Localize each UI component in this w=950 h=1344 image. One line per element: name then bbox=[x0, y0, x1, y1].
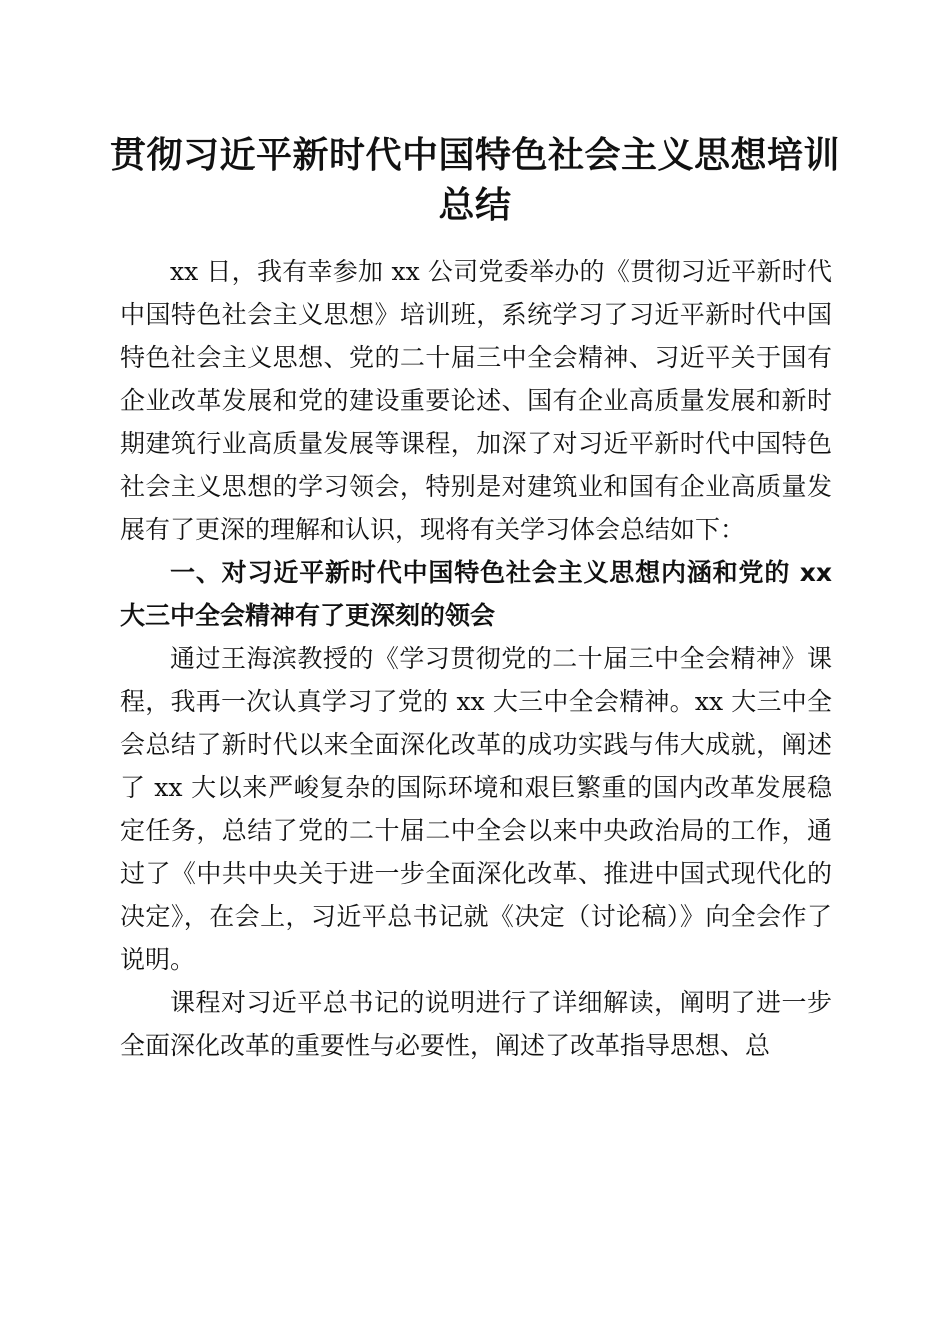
section-paragraph-1: 通过王海滨教授的《学习贯彻党的二十届三中全会精神》课程，我再一次认真学习了党的 xx 大三中全会精神。xx 大三中全会总结了新时代以来全面深化改革的成功实践与伟大成就，阐述了 xx 大以来严峻复杂的国际环境和艰巨繁重的国内改革发展稳定任务，总结了党的二十届二中全会以来中央政治局的工作，通过了《中共中央关于进一步全面深化改革、推进中国式现代化的决定》，在会上，习近平总书记就《决定（讨论稿）》向全会作了说明。 bbox=[120, 644, 832, 974]
title-line-1: 贯彻习近平新时代中国特色社会主义思想培训 bbox=[110, 134, 841, 176]
title-line-2: 总结 bbox=[438, 184, 512, 226]
intro-paragraph: xx 日，我有幸参加 xx 公司党委举办的《贯彻习近平新时代中国特色社会主义思想》培训班，系统学习了习近平新时代中国特色社会主义思想、党的二十届三中全会精神、习近平关于国有企业改革发展和党的建设重要论述、国有企业高质量发展和新时期建筑行业高质量发展等课程，加深了对习近平新时代中国特色社会主义思想的学习领会，特别是对建筑业和国有企业高质量发展有了更深的理解和认识，现将有关学习体会总结如下： bbox=[120, 257, 832, 544]
document-body bbox=[120, 250, 832, 1067]
document-title bbox=[110, 130, 840, 230]
section-paragraph-2: 课程对习近平总书记的说明进行了详细解读，阐明了进一步全面深化改革的重要性与必要性，阐述了改革指导思想、总 bbox=[120, 988, 832, 1060]
section-heading-1: 一、对习近平新时代中国特色社会主义思想内涵和党的 xx 大三中全会精神有了更深刻的领会 bbox=[120, 558, 832, 630]
